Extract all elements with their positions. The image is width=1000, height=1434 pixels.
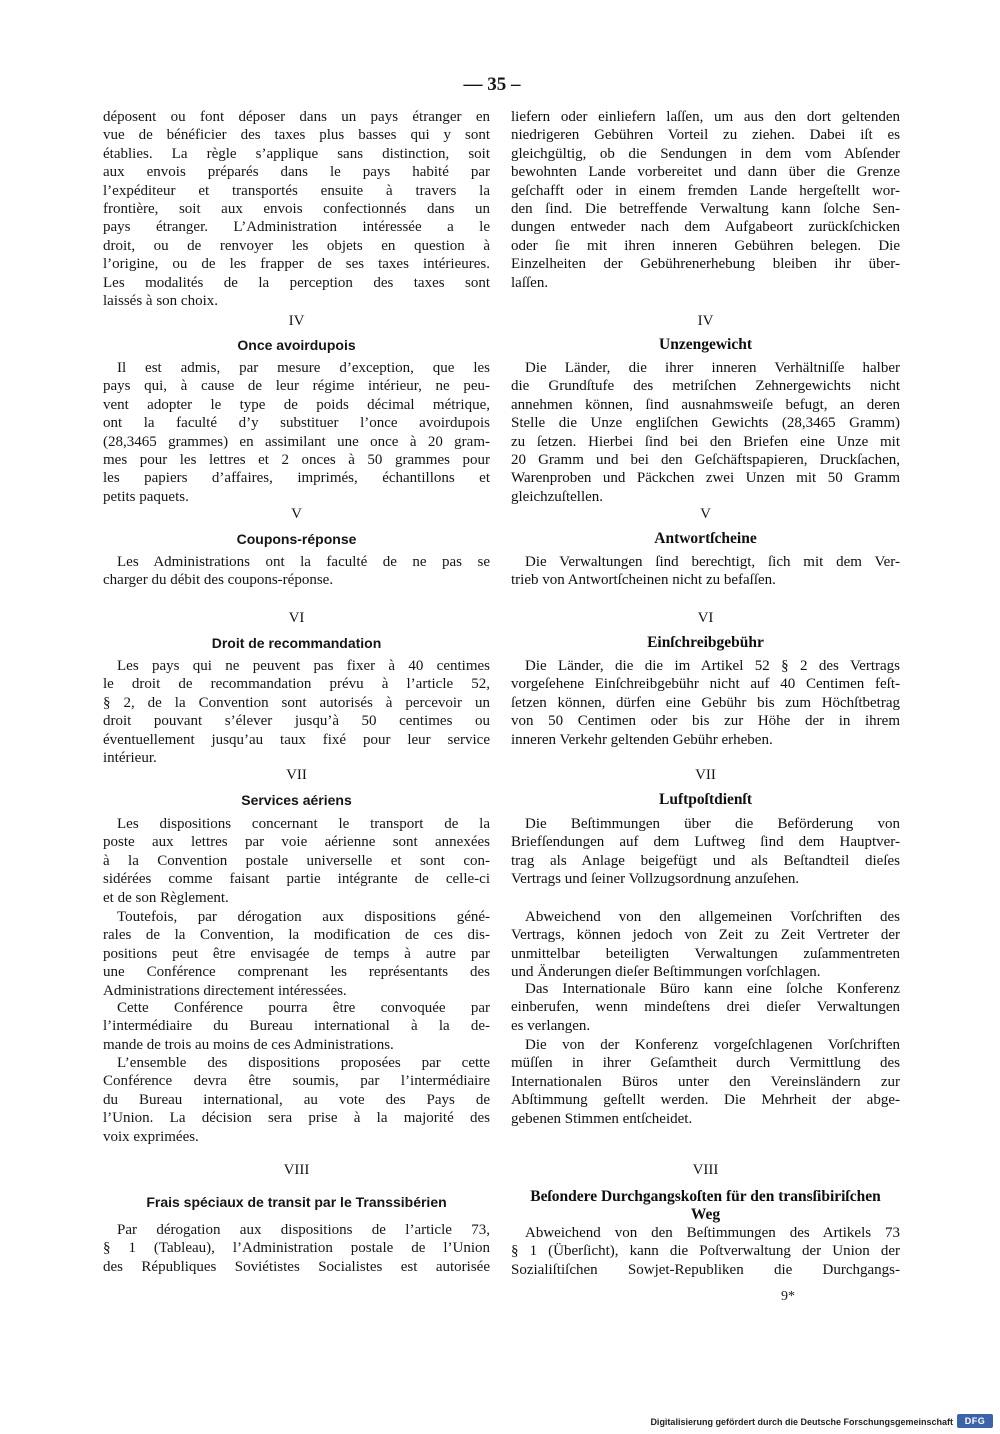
section-numeral: V — [700, 506, 711, 522]
text-line: rales de la Convention, la modification de ces dis- — [103, 927, 490, 944]
text-line: liefern oder einliefern laſſen, um aus den dort geltenden — [511, 109, 900, 125]
text-line: trieb von Antwortſcheinen nicht zu befaſſen. — [511, 572, 776, 589]
text-line: oder ſie mit ihren inneren Gebühren belegen. Die — [511, 237, 900, 254]
section-numeral: IV — [697, 313, 714, 329]
paragraph — [511, 108, 900, 292]
digitization-credit: Digitalisierung gefördert durch die Deutsche Forschungsgemeinschaft — [650, 1417, 953, 1427]
page-number: — 35 – — [463, 74, 521, 95]
text-line: trag als Anlage beigefügt und als Beſtandteil dieſes — [511, 852, 900, 869]
text-line: les papiers d’affaires, imprimés, échantillons et — [103, 470, 490, 487]
text-line: positions peut être envisagée de temps à autre par — [103, 945, 490, 962]
text-line: geſchafft oder in einem fremden Lande hergeſtellt wor- — [511, 182, 900, 199]
text-line: müſſen in ihrer Geſamtheit durch Vermittlung des — [511, 1055, 900, 1072]
paragraph — [511, 908, 900, 982]
text-line: Abſtimmung geſtellt werden. Die Mehrheit der abge- — [511, 1092, 900, 1109]
text-line: § 2, de la Convention sont autorisés à percevoir un — [103, 694, 490, 711]
text-line: zu ſetzen. Hierbei ſind bei den Briefen eine Unze mit — [511, 433, 900, 450]
text-line: Die von der Konferenz vorgeſchlagenen Vorſchriften — [525, 1037, 900, 1053]
text-line: l’expéditeur et transportés ensuite à travers la — [103, 182, 490, 199]
text-line: Il est admis, par mesure d’exception, que les — [117, 360, 490, 376]
section-heading — [511, 634, 900, 652]
text-line: (28,3465 grammes) en assimilant une once à 20 gram- — [103, 433, 490, 450]
paragraph — [511, 359, 900, 506]
paragraph — [103, 908, 490, 1000]
section-numeral: VI — [697, 610, 714, 626]
text-line: poste aux lettres par voie aérienne sont annexées — [103, 834, 490, 851]
section-heading — [103, 791, 490, 809]
text-line: Par dérogation aux dispositions de l’article 73, — [117, 1222, 490, 1238]
text-line: sidérées comme faisant partie intégrante de celle-ci — [103, 871, 490, 888]
dfg-logo — [957, 1414, 993, 1428]
text-line: charger du débit des coupons-réponse. — [103, 572, 334, 589]
text-line: Cette Conférence pourra être convoquée par — [117, 1000, 490, 1016]
text-line: des Républiques Soviétistes Socialistes est autorisée — [103, 1258, 490, 1275]
text-line: l’intermédiaire du Bureau international à la de- — [103, 1018, 490, 1035]
text-line: gleichgültig, ob die Sendungen in dem vom Abſender — [511, 145, 900, 162]
text-line: déposent ou font déposer dans un pays étranger en — [103, 109, 490, 125]
text-line: gebenen Stimmen entſcheidet. — [511, 1110, 693, 1127]
paragraph — [511, 1224, 900, 1279]
text-line: le droit de recommandation prévu à l’article 52, — [103, 676, 490, 693]
text-line: Les Administrations ont la faculté de ne pas se — [117, 554, 490, 570]
text-line: frontière, soit aux envois confectionnés dans un — [103, 200, 490, 217]
text-line: à la Convention postale universelle et sont con- — [103, 852, 490, 869]
section-heading — [511, 530, 900, 548]
paragraph — [511, 980, 900, 1035]
text-line: inneren Verkehr geltenden Gebühr erheben. — [511, 731, 773, 748]
text-line: Les pays qui ne peuvent pas fixer à 40 centimes — [117, 658, 490, 674]
text-line: pays étranger. L’Administration intéressée a le — [103, 219, 490, 236]
section-numeral: VII — [695, 767, 716, 783]
section-numeral: V — [291, 506, 302, 522]
text-line: laissés à son choix. — [103, 292, 218, 309]
section-numeral: VIII — [283, 1162, 310, 1178]
text-line: Conférence devra être soumis, par l’intermédiaire — [103, 1073, 490, 1090]
text-line: ont la faculté d’y substituer l’once avoirdupois — [103, 415, 490, 432]
text-line: l’Union. La décision sera prise à la majorité des — [103, 1110, 490, 1127]
paragraph — [511, 553, 900, 590]
text-line: mande de trois au moins de ces Administrations. — [103, 1036, 394, 1053]
paragraph — [103, 815, 490, 907]
signature-mark: 9* — [781, 1289, 795, 1304]
heading-line: Einſchreibgebühr — [647, 634, 764, 651]
section-heading — [103, 336, 490, 354]
text-line: Die Verwaltungen ſind berechtigt, ſich mit dem Ver- — [525, 554, 900, 570]
heading-line: Coupons-réponse — [236, 531, 357, 547]
text-line: Abweichend von den allgemeinen Vorſchriften des — [525, 909, 900, 925]
paragraph — [511, 1036, 900, 1128]
text-line: den ſind. Die betreffende Verwaltung kann ſolche Sen- — [511, 200, 900, 217]
dfg-logo-text: DFG — [964, 1416, 986, 1426]
heading-line: Once avoirdupois — [237, 337, 356, 353]
german-column — [511, 0, 900, 1434]
section-heading — [103, 530, 490, 548]
text-line: mes pour les lettres et 2 onces à 50 grammes pour — [103, 451, 490, 468]
text-line: Die Beſtimmungen über die Beförderung von — [525, 816, 900, 832]
heading-line: Frais spéciaux de transit par le Transsibérien — [146, 1194, 447, 1210]
heading-line: Services aériens — [241, 792, 352, 808]
paragraph — [103, 1054, 490, 1146]
text-line: von 50 Centimen oder bis zur Höhe der in ihrem — [511, 713, 900, 730]
section-numeral: VII — [286, 767, 307, 783]
text-line: niedrigeren Gebühren Vorteil zu ziehen. Dabei iſt es — [511, 127, 900, 144]
section-heading — [103, 634, 490, 652]
text-line: aux envois préparés dans le pays habité par — [103, 164, 490, 181]
text-line: 20 Gramm und bei den Geſchäftspapieren, Druckſachen, — [511, 451, 900, 468]
text-line: Administrations directement intéressées. — [103, 982, 347, 999]
heading-line: Unzengewicht — [659, 336, 752, 353]
paragraph — [103, 657, 490, 767]
text-line: vent adopter le type de poids décimal métrique, — [103, 396, 490, 413]
text-line: L’ensemble des dispositions proposées par cette — [117, 1055, 490, 1071]
text-line: Warenproben und Päckchen zwei Unzen mit 50 Gramm — [511, 470, 900, 487]
text-line: unmittelbar beteiligten Verwaltungen zuſammentreten — [511, 945, 900, 962]
text-line: petits paquets. — [103, 488, 189, 505]
text-line: Les modalités de la perception des taxes sont — [103, 274, 490, 291]
text-line: intérieur. — [103, 749, 157, 766]
text-line: droit pouvant s’élever jusqu’à 50 centimes ou — [103, 713, 490, 730]
text-line: Les dispositions concernant le transport de la — [117, 816, 490, 832]
heading-line: Beſondere Durchgangskoſten für den transſibiriſchen — [530, 1188, 881, 1205]
text-line: Die Länder, die ihrer inneren Verhältniſſe halber — [525, 360, 900, 376]
heading-line: Antwortſcheine — [654, 530, 757, 547]
paragraph — [103, 553, 490, 590]
text-line: und Änderungen dieſer Beſtimmungen vorſchlagen. — [511, 964, 821, 981]
text-line: éventuellement jusqu’au taux fixé pour leur service — [103, 731, 490, 748]
section-numeral: IV — [288, 313, 305, 329]
paragraph — [511, 815, 900, 889]
text-line: § 1 (Tableau), l’Administration postale de l’Union — [103, 1240, 490, 1257]
text-line: Das Internationale Büro kann eine ſolche Konferenz — [525, 981, 900, 997]
section-heading — [511, 336, 900, 354]
paragraph — [103, 108, 490, 310]
text-line: voix exprimées. — [103, 1128, 199, 1145]
text-line: einberufen, wenn mindeſtens drei dieſer Verwaltungen — [511, 999, 900, 1016]
section-numeral: VIII — [692, 1162, 719, 1178]
text-line: vorgeſehene Einſchreibgebühr nicht auf 40 Centimen feſt- — [511, 676, 900, 693]
section-numeral: VI — [288, 610, 305, 626]
section-heading — [511, 1188, 900, 1225]
section-heading — [511, 791, 900, 809]
text-line: annehmen können, ſind ausnahmsweiſe befugt, an deren — [511, 396, 900, 413]
paragraph — [511, 657, 900, 749]
text-line: du Bureau international, au vote des Pays de — [103, 1091, 490, 1108]
french-column — [103, 0, 490, 1434]
text-line: gleichzuſtellen. — [511, 488, 604, 505]
text-line: établies. La règle s’applique sans distinction, soit — [103, 145, 490, 162]
text-line: Die Länder, die die im Artikel 52 § 2 des Vertrags — [525, 658, 900, 674]
text-line: Vertrags und ſeiner Vollzugsordnung anzuſehen. — [511, 871, 800, 888]
text-line: droit, ou de renvoyer les objets en question à — [103, 237, 490, 254]
section-heading — [103, 1193, 490, 1211]
text-line: pays qui, à cause de leur régime intérieur, ne peu- — [103, 378, 490, 395]
text-line: die Grundſtufe des metriſchen Zehnergewichts nicht — [511, 378, 900, 395]
text-line: § 1 (Überſicht), kann die Poſtverwaltung der Union der — [511, 1243, 900, 1260]
text-line: Briefſendungen auf dem Luftweg ſind dem Hauptver- — [511, 834, 900, 851]
text-line: ſetzen können, dürfen eine Gebühr bis zum Höchſtbetrag — [511, 694, 900, 711]
text-line: Toutefois, par dérogation aux dispositions géné- — [117, 909, 490, 925]
text-line: dungen entweder nach dem Aufgabeort zurückſchicken — [511, 219, 900, 236]
text-line: Einzelheiten der Gebührenerhebung bleiben ihr über- — [511, 256, 900, 273]
paragraph — [103, 359, 490, 506]
text-line: une Conférence comprenant les représentants des — [103, 964, 490, 981]
text-line: vue de bénéficier des taxes plus basses qui y sont — [103, 127, 490, 144]
paragraph — [103, 1221, 490, 1276]
text-line: Internationalen Büros unter den Vereinsländern zur — [511, 1073, 900, 1090]
heading-line: Weg — [690, 1206, 721, 1224]
text-line: Stelle die Unze engliſchen Gewichts (28,3465 Gramm) — [511, 415, 900, 432]
heading-line: Luftpoſtdienſt — [658, 791, 752, 808]
text-line: l’origine, ou de les frapper de ses taxes intérieures. — [103, 256, 490, 273]
text-line: Sozialiſtiſchen Sowjet-Republiken die Durchgangs- — [511, 1261, 900, 1278]
text-line: Vertrags, können jedoch von Zeit zu Zeit Vertreter der — [511, 927, 900, 944]
text-line: es verlangen. — [511, 1017, 591, 1034]
text-line: Abweichend von den Beſtimmungen des Artikels 73 — [525, 1225, 900, 1241]
heading-line: Droit de recommandation — [211, 635, 382, 651]
paragraph — [103, 999, 490, 1054]
text-line: bewohnten Lande vorbereitet und dann über die Grenze — [511, 164, 900, 181]
text-line: laſſen. — [511, 274, 549, 291]
text-line: et de son Règlement. — [103, 889, 229, 906]
